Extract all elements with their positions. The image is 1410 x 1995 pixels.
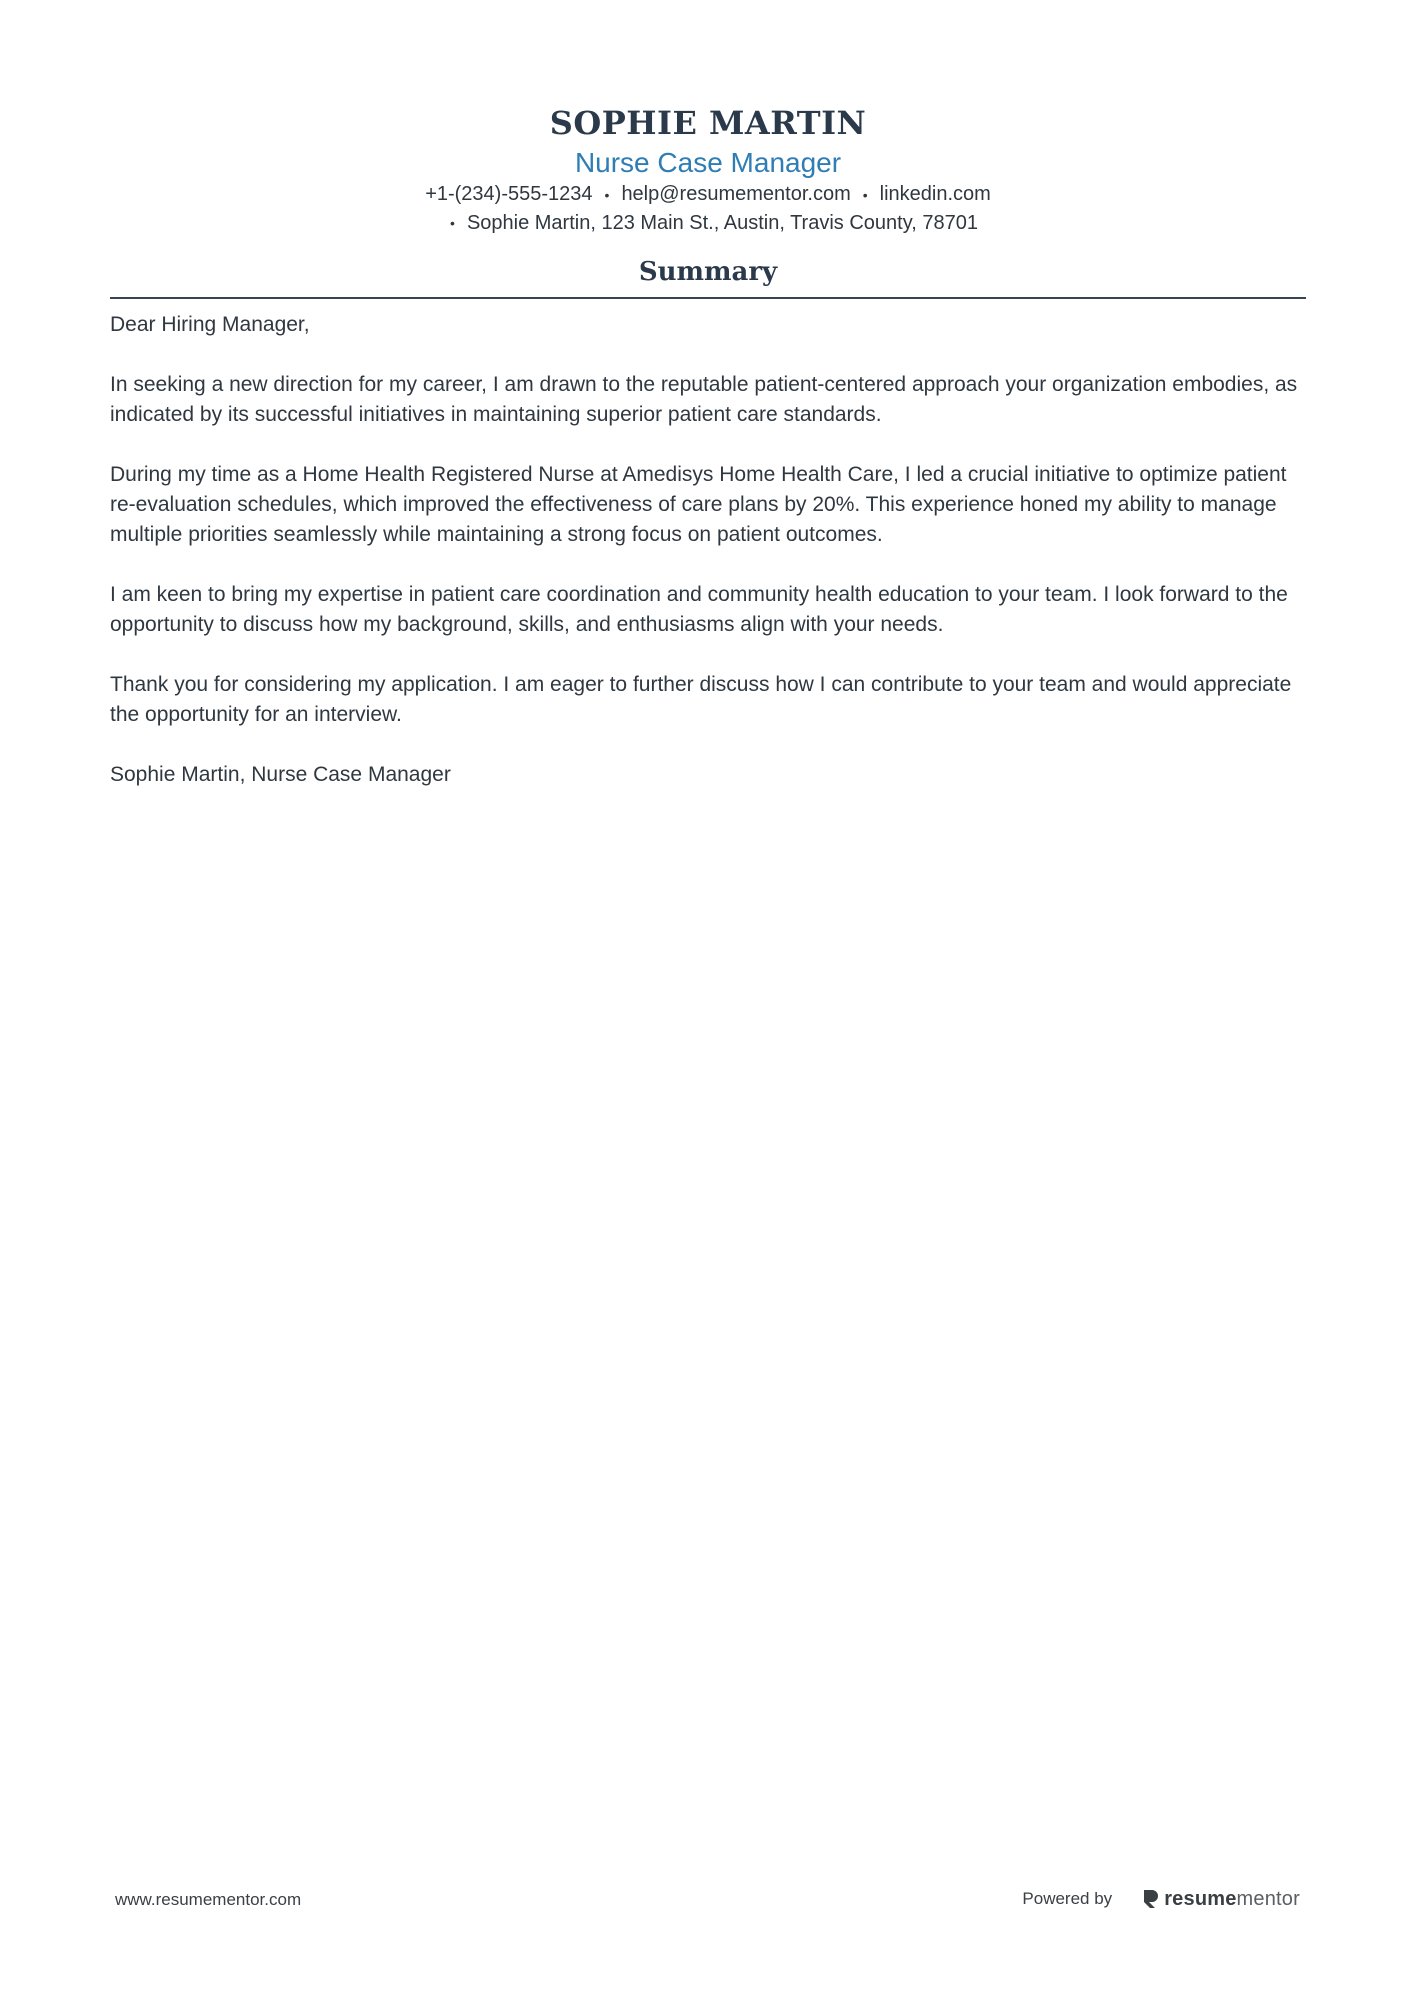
letter-body [110, 310, 1306, 820]
address-line [110, 209, 1306, 238]
footer-branding [1022, 1884, 1300, 1914]
footer-site-link[interactable]: www.resumementor.com [115, 1890, 302, 1909]
separator-dot: • [450, 215, 455, 232]
salutation: Dear Hiring Manager, [110, 313, 310, 336]
address: Sophie Martin, 123 Main St., Austin, Travis County, 78701 [466, 211, 978, 234]
powered-by-label: Powered by [1022, 1889, 1113, 1908]
signature: Sophie Martin, Nurse Case Manager [110, 763, 451, 786]
header [110, 100, 1306, 237]
separator-dot: • [862, 186, 868, 203]
paragraph: Thank you for considering my application. I am eager to further discuss how I can contribute to your team and would appreciate the opportunity for an interview. [110, 673, 1292, 726]
brand-name-light: mentor [1236, 1887, 1300, 1910]
separator-dot: • [604, 186, 610, 203]
phone: +1-(234)-555-1234 [425, 183, 593, 205]
paragraph: In seeking a new direction for my career, I am drawn to the reputable patient-centered approach your organization embodies, as indicated by its successful initiatives in maintaining superior patient care standards. [110, 373, 1298, 426]
candidate-name: SOPHIE MARTIN [549, 104, 867, 142]
paragraph: I am keen to bring my expertise in patient care coordination and community health education to your team. I look forward to the opportunity to discuss how my background, skills, and enthusiasms align with your needs. [110, 583, 1288, 636]
website: linkedin.com [879, 183, 991, 205]
paragraph: During my time as a Home Health Registered Nurse at Amedisys Home Health Care, I led a crucial initiative to optimize patient re-evaluation schedules, which improved the effectiveness of care plans by 20%. This experience honed my ability to manage multiple priorities seamlessly while maintaining a strong focus on patient outcomes. [110, 463, 1287, 546]
job-title: Nurse Case Manager [574, 147, 842, 178]
resumementor-logo-icon [1142, 1888, 1160, 1910]
contact-line [110, 180, 1306, 209]
brand-name [1164, 1888, 1300, 1911]
section-divider [110, 297, 1306, 299]
email: help@resumementor.com [621, 183, 851, 205]
brand-name-bold: resume [1164, 1887, 1237, 1910]
brand-logo[interactable] [1142, 1888, 1300, 1911]
section-title: Summary [638, 257, 778, 287]
